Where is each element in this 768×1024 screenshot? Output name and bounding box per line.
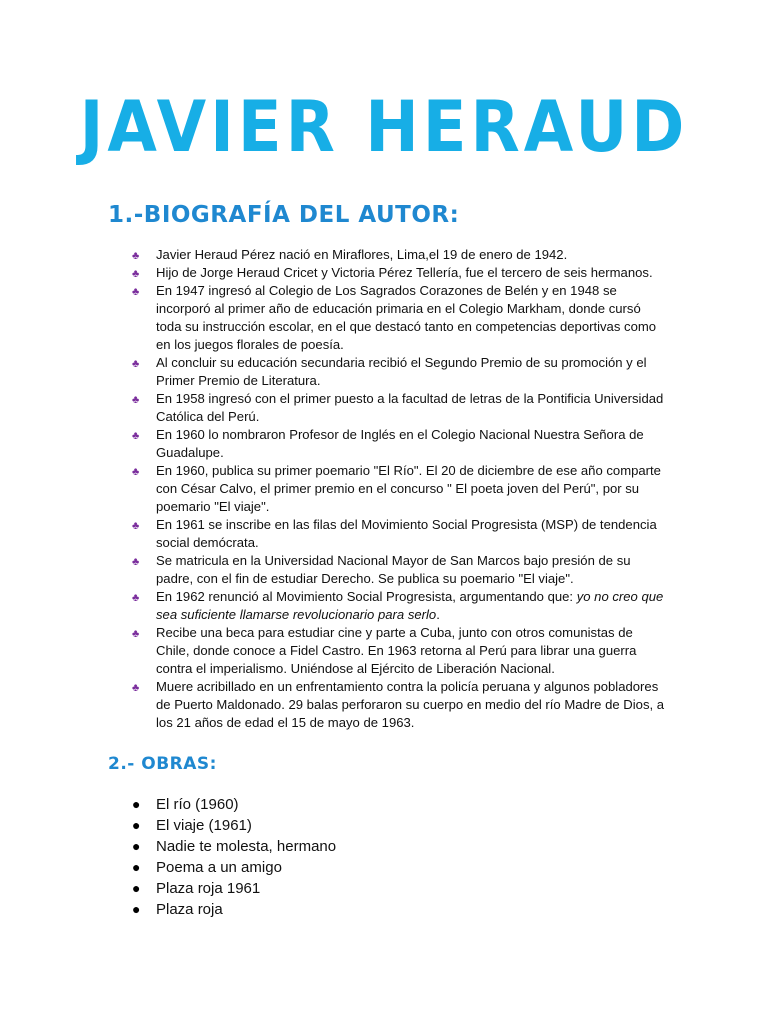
- list-item: [128, 794, 528, 815]
- list-item: [128, 462, 668, 516]
- club-bullet-icon: ♣: [132, 592, 140, 604]
- list-item: [128, 354, 668, 390]
- work-title: Nadie te molesta, hermano: [156, 838, 337, 855]
- list-item: [128, 516, 668, 552]
- club-bullet-icon: ♣: [132, 520, 140, 532]
- works-heading: 2.- OBRAS:: [108, 754, 217, 774]
- list-item: [128, 815, 528, 836]
- club-bullet-icon: ♣: [132, 682, 140, 694]
- club-bullet-icon: ♣: [132, 286, 140, 298]
- club-bullet-icon: ♣: [132, 394, 140, 406]
- list-item-text: En 1962 renunció al Movimiento Social Progresista, argumentando que:: [156, 589, 577, 604]
- biography-heading: 1.-BIOGRAFÍA DEL AUTOR:: [108, 202, 460, 228]
- list-item: [128, 246, 668, 264]
- list-item-text: En 1958 ingresó con el primer puesto a la facultad de letras de la Pontificia Universidad Católica del Perú.: [156, 391, 664, 424]
- list-item-text: Recibe una beca para estudiar cine y parte a Cuba, junto con otros comunistas de Chile, donde conoce a Fidel Castro. En 1963 retorna al Perú para librar una guerra contra el imperialismo. Uniéndose al Ejército de Liberación Nacional.: [156, 625, 637, 676]
- list-item: [128, 678, 668, 732]
- club-bullet-icon: ♣: [132, 466, 140, 478]
- dot-bullet-icon: ●: [132, 796, 141, 812]
- list-item-text-end: .: [436, 607, 440, 622]
- list-item: [128, 552, 668, 588]
- work-title: Plaza roja: [156, 901, 223, 918]
- list-item: [128, 264, 668, 282]
- biography-list: [128, 246, 668, 732]
- list-item-text: En 1961 se inscribe en las filas del Movimiento Social Progresista (MSP) de tendencia social demócrata.: [156, 517, 657, 550]
- list-item-text: Al concluir su educación secundaria recibió el Segundo Premio de su promoción y el Primer Premio de Literatura.: [156, 355, 647, 388]
- list-item: [128, 836, 528, 857]
- quote-text: yo no creo que sea suficiente llamarse revolucionario para serlo: [156, 589, 664, 622]
- dot-bullet-icon: ●: [132, 838, 141, 854]
- work-title: El río (1960): [156, 796, 239, 813]
- dot-bullet-icon: ●: [132, 880, 141, 896]
- works-list: [128, 794, 528, 920]
- work-title: El viaje (1961): [156, 817, 252, 834]
- club-bullet-icon: ♣: [132, 250, 140, 262]
- list-item: [128, 857, 528, 878]
- club-bullet-icon: ♣: [132, 628, 140, 640]
- club-bullet-icon: ♣: [132, 268, 140, 280]
- list-item: [128, 878, 528, 899]
- list-item: [128, 282, 668, 354]
- work-title: Plaza roja 1961: [156, 880, 261, 897]
- list-item-text: En 1947 ingresó al Colegio de Los Sagrados Corazones de Belén y en 1948 se incorporó al primer año de educación primaria en el Colegio Markham, donde cursó toda su instrucción escolar, en el que destacó tanto en competencias deportivas como en los juegos florales de poesía.: [156, 283, 657, 352]
- list-item-text: Muere acribillado en un enfrentamiento contra la policía peruana y algunos pobladores de Puerto Maldonado. 29 balas perforaron su cuerpo en medio del río Madre de Dios, a los 21 años de edad el 15 de mayo de 1963.: [156, 679, 665, 730]
- list-item-text: Se matricula en la Universidad Nacional Mayor de San Marcos bajo presión de su padre, con el fin de estudiar Derecho. Se publica su poemario "El viaje".: [156, 553, 631, 586]
- list-item: [128, 390, 668, 426]
- list-item-text: Hijo de Jorge Heraud Cricet y Victoria Pérez Tellería, fue el tercero de seis hermanos.: [156, 265, 653, 280]
- dot-bullet-icon: ●: [132, 901, 141, 917]
- list-item: [128, 426, 668, 462]
- page-title: JAVIER HERAUD: [79, 87, 689, 169]
- work-title: Poema a un amigo: [156, 859, 282, 876]
- dot-bullet-icon: ●: [132, 817, 141, 833]
- list-item: [128, 588, 668, 624]
- list-item-text: Javier Heraud Pérez nació en Miraflores, Lima,el 19 de enero de 1942.: [156, 247, 568, 262]
- club-bullet-icon: ♣: [132, 358, 140, 370]
- list-item: [128, 624, 668, 678]
- list-item-text: En 1960, publica su primer poemario "El Río". El 20 de diciembre de ese año comparte con César Calvo, el primer premio en el concurso " El poeta joven del Perú", por su poemario "El viaje".: [156, 463, 661, 514]
- club-bullet-icon: ♣: [132, 556, 140, 568]
- list-item: [128, 899, 528, 920]
- list-item-text: En 1960 lo nombraron Profesor de Inglés en el Colegio Nacional Nuestra Señora de Guadalupe.: [156, 427, 644, 460]
- club-bullet-icon: ♣: [132, 430, 140, 442]
- dot-bullet-icon: ●: [132, 859, 141, 875]
